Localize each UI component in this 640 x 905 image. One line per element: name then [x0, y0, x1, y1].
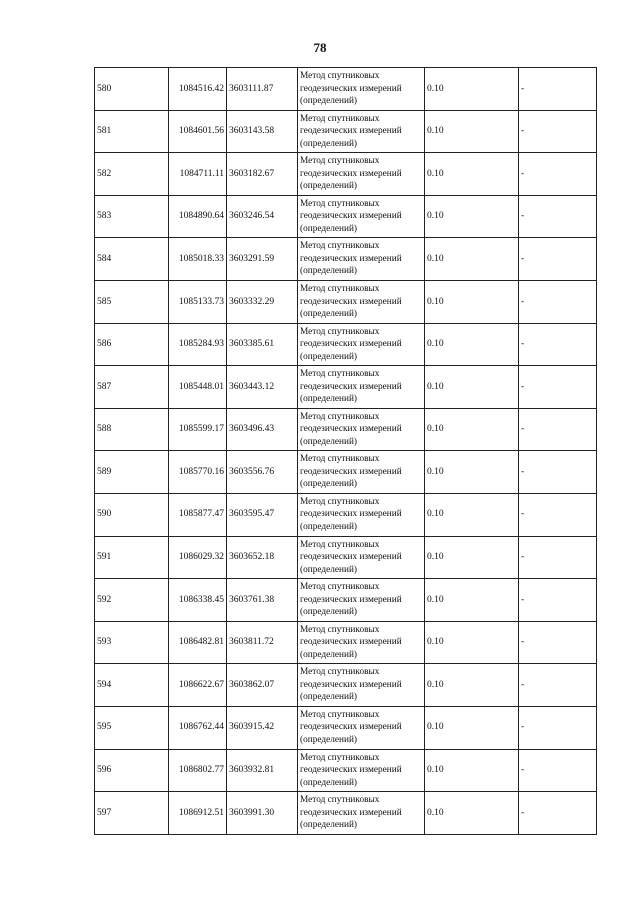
y-coordinate-cell: 3603991.30 — [227, 792, 298, 835]
y-coordinate-cell: 3603246.54 — [227, 195, 298, 238]
accuracy-cell: 0.10 — [425, 493, 519, 536]
x-coordinate-cell: 1085877.47 — [169, 493, 227, 536]
method-line: геодезических измерений — [300, 679, 402, 690]
method-line: (определений) — [300, 649, 358, 660]
description-cell: - — [519, 153, 597, 196]
x-coordinate-cell: 1085448.01 — [169, 366, 227, 409]
method-line: геодезических измерений — [300, 381, 402, 392]
y-coordinate-cell: 3603332.29 — [227, 280, 298, 323]
x-coordinate-cell: 1086029.32 — [169, 536, 227, 579]
accuracy-cell: 0.10 — [425, 792, 519, 835]
method-cell — [298, 238, 425, 281]
method-line: Метод спутниковых — [300, 667, 380, 678]
table-row — [95, 280, 597, 323]
method-line: (определений) — [300, 266, 358, 277]
point-number-cell: 588 — [95, 408, 169, 451]
table-row — [95, 451, 597, 494]
description-cell: - — [519, 621, 597, 664]
y-coordinate-cell: 3603652.18 — [227, 536, 298, 579]
description-cell: - — [519, 493, 597, 536]
x-coordinate-cell: 1086482.81 — [169, 621, 227, 664]
point-number-cell: 585 — [95, 280, 169, 323]
accuracy-cell: 0.10 — [425, 621, 519, 664]
x-coordinate-cell: 1084711.11 — [169, 153, 227, 196]
method-line: геодезических измерений — [300, 594, 402, 605]
description-cell: - — [519, 706, 597, 749]
table-row — [95, 749, 597, 792]
method-line: геодезических измерений — [300, 552, 402, 563]
description-cell: - — [519, 664, 597, 707]
method-line: геодезических измерений — [300, 765, 402, 776]
y-coordinate-cell: 3603556.76 — [227, 451, 298, 494]
x-coordinate-cell: 1084890.64 — [169, 195, 227, 238]
x-coordinate-cell: 1086338.45 — [169, 579, 227, 622]
x-coordinate-cell: 1086802.77 — [169, 749, 227, 792]
method-line: Метод спутниковых — [300, 624, 380, 635]
method-line: (определений) — [300, 436, 358, 447]
x-coordinate-cell: 1085284.93 — [169, 323, 227, 366]
table-row — [95, 153, 597, 196]
accuracy-cell: 0.10 — [425, 280, 519, 323]
y-coordinate-cell: 3603143.58 — [227, 110, 298, 153]
y-coordinate-cell: 3603385.61 — [227, 323, 298, 366]
y-coordinate-cell: 3603182.67 — [227, 153, 298, 196]
description-cell: - — [519, 366, 597, 409]
method-line: Метод спутниковых — [300, 369, 380, 380]
method-line: (определений) — [300, 820, 358, 831]
point-number-cell: 592 — [95, 579, 169, 622]
method-line: Метод спутниковых — [300, 198, 380, 209]
table-row — [95, 195, 597, 238]
method-cell — [298, 706, 425, 749]
method-cell — [298, 621, 425, 664]
table-row — [95, 68, 597, 111]
method-line: геодезических измерений — [300, 253, 402, 264]
method-line: Метод спутниковых — [300, 709, 380, 720]
method-line: (определений) — [300, 607, 358, 618]
accuracy-cell: 0.10 — [425, 749, 519, 792]
point-number-cell: 597 — [95, 792, 169, 835]
accuracy-cell: 0.10 — [425, 366, 519, 409]
method-line: (определений) — [300, 96, 358, 107]
method-line: Метод спутниковых — [300, 539, 380, 550]
point-number-cell: 584 — [95, 238, 169, 281]
accuracy-cell: 0.10 — [425, 153, 519, 196]
point-number-cell: 581 — [95, 110, 169, 153]
method-line: геодезических измерений — [300, 296, 402, 307]
table-row — [95, 706, 597, 749]
page-number: 78 — [313, 40, 327, 55]
accuracy-cell: 0.10 — [425, 706, 519, 749]
method-line: Метод спутниковых — [300, 496, 380, 507]
method-line: Метод спутниковых — [300, 284, 380, 295]
method-line: геодезических измерений — [300, 807, 402, 818]
point-number-cell: 589 — [95, 451, 169, 494]
method-line: геодезических измерений — [300, 339, 402, 350]
method-line: Метод спутниковых — [300, 411, 380, 422]
method-cell — [298, 451, 425, 494]
point-number-cell: 591 — [95, 536, 169, 579]
method-line: (определений) — [300, 521, 358, 532]
y-coordinate-cell: 3603291.59 — [227, 238, 298, 281]
accuracy-cell: 0.10 — [425, 238, 519, 281]
method-line: геодезических измерений — [300, 466, 402, 477]
method-cell — [298, 195, 425, 238]
point-number-cell: 596 — [95, 749, 169, 792]
method-cell — [298, 408, 425, 451]
table-row — [95, 792, 597, 835]
point-number-cell: 593 — [95, 621, 169, 664]
table-row — [95, 110, 597, 153]
x-coordinate-cell: 1086622.67 — [169, 664, 227, 707]
x-coordinate-cell: 1085133.73 — [169, 280, 227, 323]
method-line: Метод спутниковых — [300, 241, 380, 252]
x-coordinate-cell: 1085770.16 — [169, 451, 227, 494]
table-row — [95, 621, 597, 664]
y-coordinate-cell: 3603761.38 — [227, 579, 298, 622]
method-cell — [298, 153, 425, 196]
method-line: Метод спутниковых — [300, 454, 380, 465]
point-number-cell: 590 — [95, 493, 169, 536]
description-cell: - — [519, 451, 597, 494]
description-cell: - — [519, 749, 597, 792]
method-line: (определений) — [300, 734, 358, 745]
accuracy-cell: 0.10 — [425, 68, 519, 111]
method-line: (определений) — [300, 692, 358, 703]
method-line: геодезических измерений — [300, 126, 402, 137]
method-cell — [298, 323, 425, 366]
accuracy-cell: 0.10 — [425, 664, 519, 707]
method-line: Метод спутниковых — [300, 113, 380, 124]
x-coordinate-cell: 1086912.51 — [169, 792, 227, 835]
table-row — [95, 579, 597, 622]
y-coordinate-cell: 3603595.47 — [227, 493, 298, 536]
x-coordinate-cell: 1085018.33 — [169, 238, 227, 281]
method-cell — [298, 493, 425, 536]
method-line: (определений) — [300, 223, 358, 234]
x-coordinate-cell: 1086762.44 — [169, 706, 227, 749]
method-cell — [298, 366, 425, 409]
coordinates-table-body — [95, 68, 597, 835]
y-coordinate-cell: 3603443.12 — [227, 366, 298, 409]
x-coordinate-cell: 1084601.56 — [169, 110, 227, 153]
y-coordinate-cell: 3603496.43 — [227, 408, 298, 451]
description-cell: - — [519, 536, 597, 579]
table-row — [95, 493, 597, 536]
table-row — [95, 238, 597, 281]
description-cell: - — [519, 195, 597, 238]
table-row — [95, 323, 597, 366]
table-row — [95, 408, 597, 451]
description-cell: - — [519, 280, 597, 323]
method-line: Метод спутниковых — [300, 752, 380, 763]
method-cell — [298, 579, 425, 622]
method-line: Метод спутниковых — [300, 156, 380, 167]
method-line: геодезических измерений — [300, 424, 402, 435]
point-number-cell: 586 — [95, 323, 169, 366]
point-number-cell: 595 — [95, 706, 169, 749]
y-coordinate-cell: 3603915.42 — [227, 706, 298, 749]
method-line: (определений) — [300, 181, 358, 192]
method-cell — [298, 68, 425, 111]
point-number-cell: 587 — [95, 366, 169, 409]
method-line: (определений) — [300, 309, 358, 320]
description-cell: - — [519, 408, 597, 451]
y-coordinate-cell: 3603111.87 — [227, 68, 298, 111]
accuracy-cell: 0.10 — [425, 323, 519, 366]
point-number-cell: 583 — [95, 195, 169, 238]
method-line: геодезических измерений — [300, 509, 402, 520]
method-cell — [298, 280, 425, 323]
method-cell — [298, 792, 425, 835]
accuracy-cell: 0.10 — [425, 110, 519, 153]
table-row — [95, 536, 597, 579]
method-line: (определений) — [300, 479, 358, 490]
point-number-cell: 580 — [95, 68, 169, 111]
table-row — [95, 664, 597, 707]
method-line: геодезических измерений — [300, 211, 402, 222]
coordinates-table — [94, 67, 597, 835]
table-row — [95, 366, 597, 409]
method-cell — [298, 110, 425, 153]
method-line: (определений) — [300, 138, 358, 149]
accuracy-cell: 0.10 — [425, 195, 519, 238]
method-line: геодезических измерений — [300, 637, 402, 648]
method-line: (определений) — [300, 394, 358, 405]
x-coordinate-cell: 1085599.17 — [169, 408, 227, 451]
accuracy-cell: 0.10 — [425, 408, 519, 451]
description-cell: - — [519, 323, 597, 366]
method-line: геодезических измерений — [300, 722, 402, 733]
method-line: Метод спутниковых — [300, 582, 380, 593]
y-coordinate-cell: 3603862.07 — [227, 664, 298, 707]
description-cell: - — [519, 579, 597, 622]
method-line: (определений) — [300, 564, 358, 575]
accuracy-cell: 0.10 — [425, 536, 519, 579]
point-number-cell: 594 — [95, 664, 169, 707]
method-line: Метод спутниковых — [300, 795, 380, 806]
accuracy-cell: 0.10 — [425, 451, 519, 494]
accuracy-cell: 0.10 — [425, 579, 519, 622]
description-cell: - — [519, 238, 597, 281]
description-cell: - — [519, 110, 597, 153]
point-number-cell: 582 — [95, 153, 169, 196]
method-cell — [298, 749, 425, 792]
method-line: геодезических измерений — [300, 83, 402, 94]
method-line: (определений) — [300, 777, 358, 788]
method-cell — [298, 664, 425, 707]
y-coordinate-cell: 3603811.72 — [227, 621, 298, 664]
x-coordinate-cell: 1084516.42 — [169, 68, 227, 111]
y-coordinate-cell: 3603932.81 — [227, 749, 298, 792]
method-line: Метод спутниковых — [300, 326, 380, 337]
method-line: геодезических измерений — [300, 168, 402, 179]
method-line: Метод спутниковых — [300, 71, 380, 82]
method-cell — [298, 536, 425, 579]
description-cell: - — [519, 68, 597, 111]
description-cell: - — [519, 792, 597, 835]
method-line: (определений) — [300, 351, 358, 362]
